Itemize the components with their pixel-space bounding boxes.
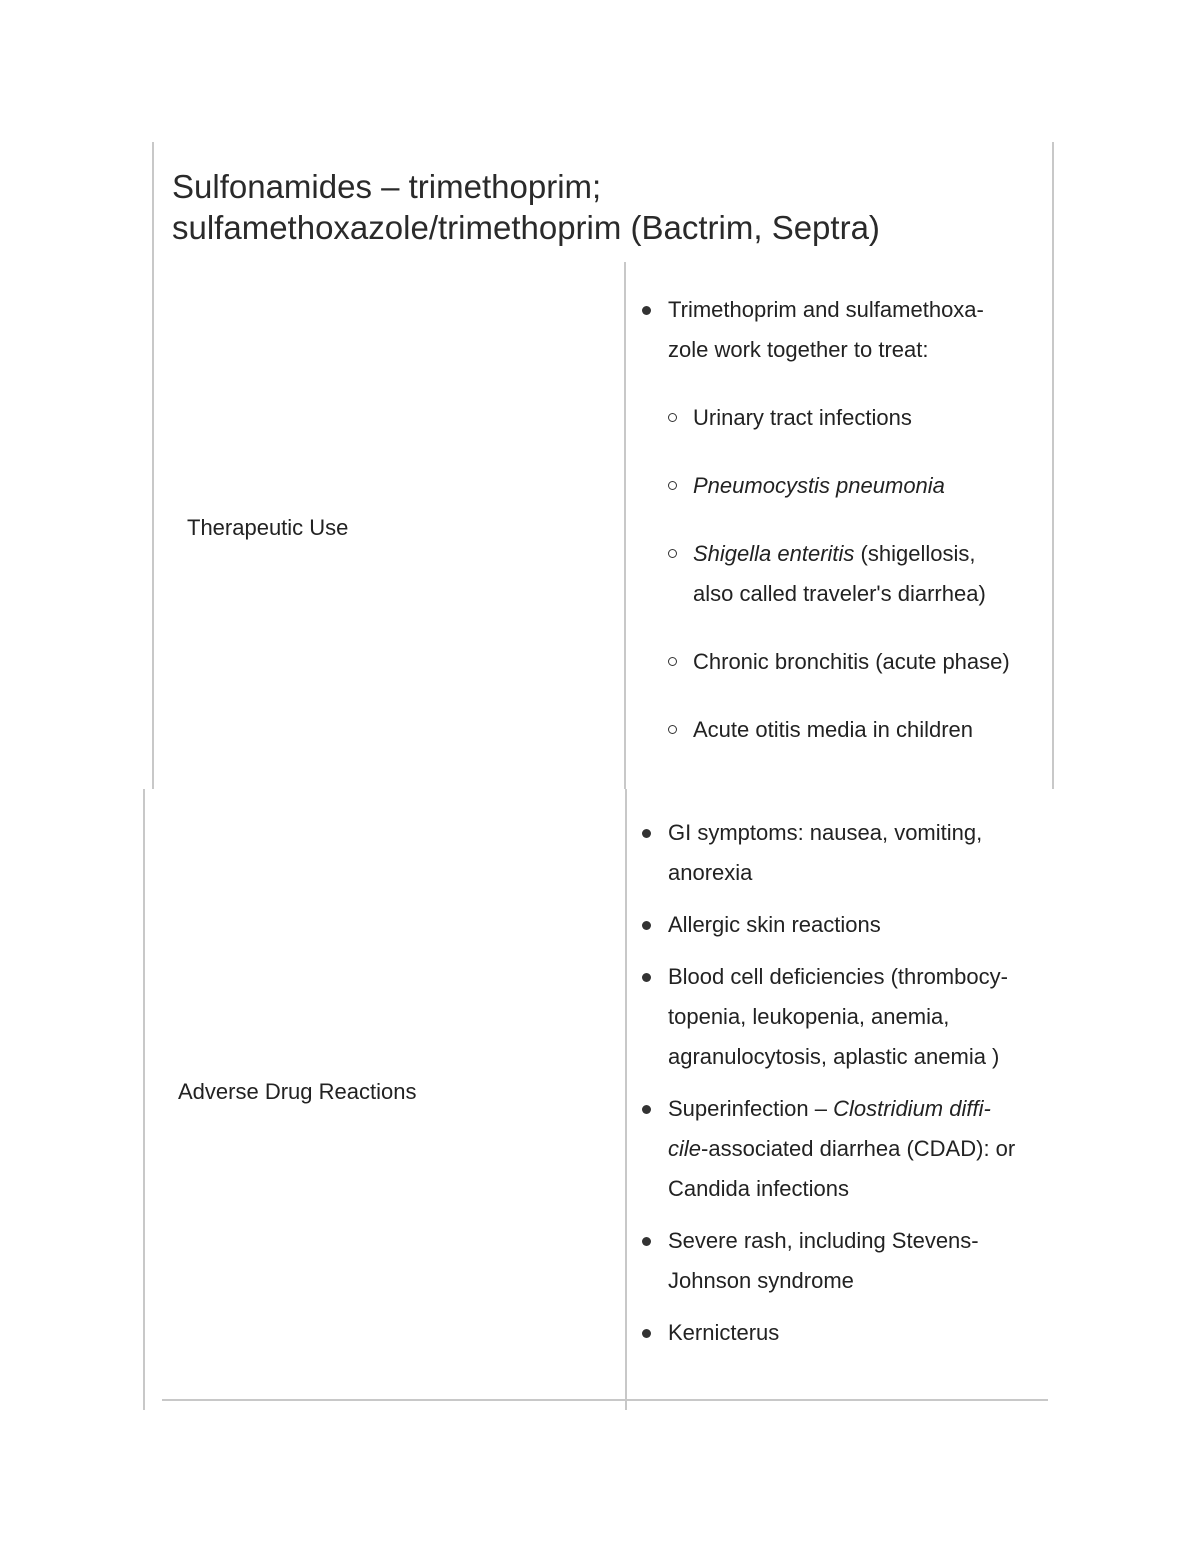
- list-item: [668, 642, 1018, 682]
- column-divider-bottom: [625, 789, 627, 1410]
- item-uti: Urinary tract infections: [693, 405, 912, 430]
- list-item: [640, 1221, 1020, 1301]
- item-otitis: Acute otitis media in children: [693, 717, 974, 742]
- item-pneumocystis: Pneumocystis pneumonia: [693, 473, 945, 498]
- table-right-border-top: [1052, 142, 1054, 789]
- adr-blood: Blood cell deficiencies (thrombocy- topenia, leukopenia, anemia, agranulocytosis, aplastic anemia ): [668, 964, 1008, 1069]
- list-item: [640, 813, 1020, 893]
- table-left-border-bottom: [143, 789, 145, 1410]
- item-shigella-name: Shigella enteritis: [693, 541, 855, 566]
- adr-superinfection-prefix: Superinfection –: [668, 1096, 834, 1121]
- adr-kernicterus: Kernicterus: [668, 1320, 780, 1345]
- title-line-1: Sulfonamides – trimethoprim;: [172, 168, 602, 205]
- list-item: [640, 1313, 1020, 1353]
- list-item: [668, 710, 1018, 750]
- therapeutic-intro: Trimethoprim and sulfamethoxa- zole work together to treat:: [668, 297, 984, 362]
- item-shigella-desc: (shigellosis, also called traveler's diarrhea): [693, 541, 986, 606]
- item-bronchitis: Chronic bronchitis (acute phase): [693, 649, 1010, 674]
- adr-gi: GI symptoms: nausea, vomiting, anorexia: [668, 820, 983, 885]
- list-item: [640, 905, 1020, 945]
- adverse-reactions-list: [640, 813, 1020, 1353]
- list-item: [640, 957, 1020, 1077]
- page-title: [172, 166, 1032, 248]
- list-item: [640, 1089, 1020, 1209]
- table-bottom-border: [162, 1399, 1048, 1401]
- title-line-2: sulfamethoxazole/trimethoprim (Bactrim, Septra): [172, 209, 880, 246]
- adverse-reactions-label: Adverse Drug Reactions: [178, 1079, 417, 1104]
- therapeutic-use-label: Therapeutic Use: [187, 515, 349, 540]
- table-left-border-top: [152, 142, 154, 789]
- adr-allergic: Allergic skin reactions: [668, 912, 881, 937]
- list-item: [668, 534, 1018, 614]
- list-item: [640, 290, 1018, 750]
- adr-rash: Severe rash, including Stevens- Johnson syndrome: [668, 1228, 979, 1293]
- list-item: [668, 466, 1018, 506]
- therapeutic-use-list: [640, 290, 1018, 778]
- therapeutic-sublist: [668, 398, 1018, 750]
- column-divider-top: [624, 262, 626, 789]
- adr-superinfection-organism: Clostridium diffi- cile: [668, 1096, 991, 1161]
- adr-superinfection-suffix: -associated diarrhea (CDAD): or Candida infections: [668, 1136, 1016, 1201]
- list-item: [668, 398, 1018, 438]
